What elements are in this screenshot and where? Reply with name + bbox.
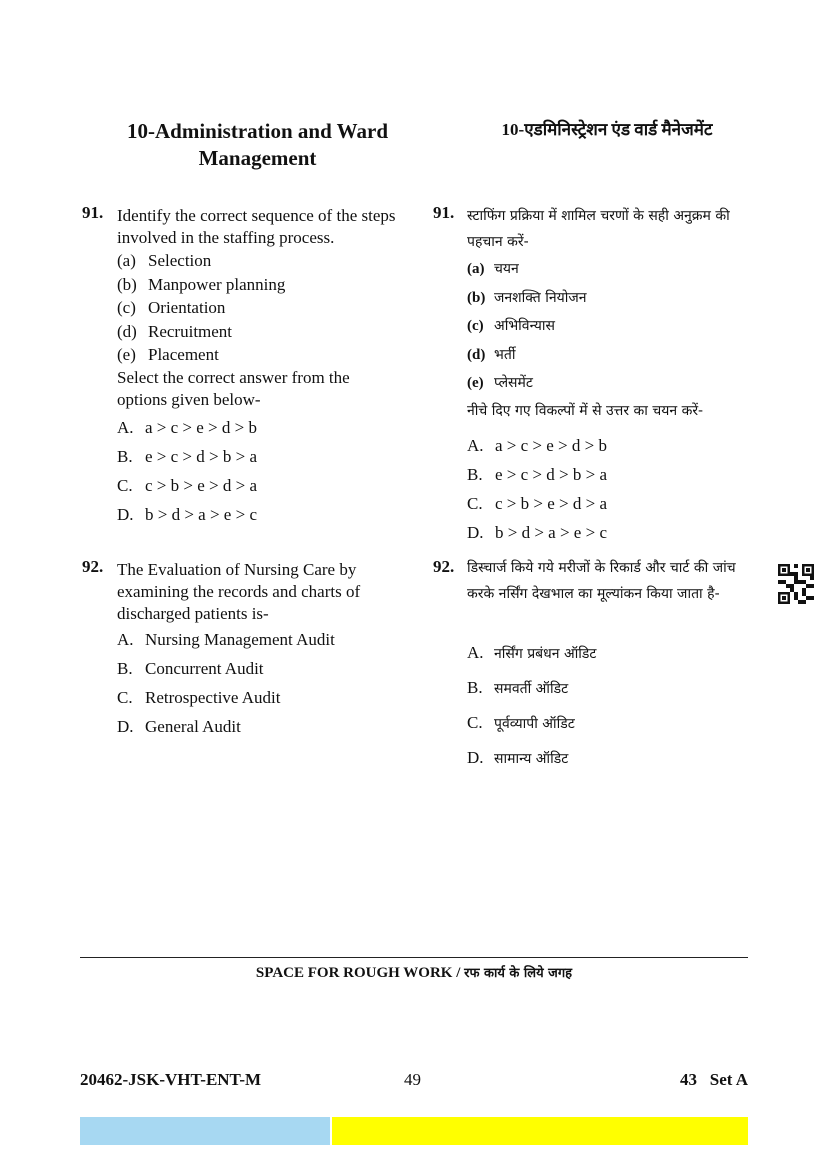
q92-choice-d-en[interactable]: D. General Audit [117,717,241,736]
q91-choices-en [117,413,407,529]
q91-item-hi: (a) चयन [467,261,519,277]
rough-work-label: SPACE FOR ROUGH WORK / रफ कार्य के लिये जगह [255,965,573,981]
q91-stem-en: Identify the correct sequence of the steps involved in the staffing process. [117,206,396,247]
q91-items-hi [467,255,752,398]
q92-choice-b-hi[interactable]: B. समवर्ती ऑडिट [467,678,569,697]
rough-work-divider [80,957,748,958]
page-number: 49 [404,1070,421,1089]
q92-choice-c-hi[interactable]: C. पूर्वव्यापी ऑडिट [467,713,575,732]
footer-color-bar-blue [80,1117,330,1145]
q92-stem-hi: डिस्चार्ज किये गये मरीजों के रिकार्ड और चार्ट की जांच करके नर्सिंग देखभाल का मूल्यांकन किया जाता है- [467,560,736,602]
footer-color-bar-yellow [332,1117,748,1145]
q92-choices-en [117,625,407,741]
q92-stem-en: The Evaluation of Nursing Care by examining the records and charts of discharged patients is- [117,560,361,623]
q91-item-en: (c) Orientation [117,298,226,317]
q91-item-en: (a) Selection [117,251,212,270]
q92-choice-a-en[interactable]: A. Nursing Management Audit [117,630,335,649]
q91-choices-hi [467,431,752,547]
q91-choice-a-hi[interactable]: A. a > c > e > d > b [467,436,607,455]
q91-item-en: (b) Manpower planning [117,274,286,294]
q92-number-hi: 92. [433,557,455,576]
q91-item-hi: (d) भर्ती [467,346,516,363]
q91-item-hi: (c) अभिविन्यास [467,318,555,334]
q91-stem-hi: स्टाफिंग प्रक्रिया में शामिल चरणों के सही अनुक्रम की पहचान करें- [467,208,730,250]
q91-number-hi: 91. [433,203,455,222]
q92-choice-c-en[interactable]: C. Retrospective Audit [117,688,281,707]
set-label: 43 Set A [680,1070,748,1089]
q91-choice-a-en[interactable]: A. a > c > e > d > b [117,418,257,437]
q91-choice-d-hi[interactable]: D. b > d > a > e > c [467,523,607,542]
q91-choice-d-en[interactable]: D. b > d > a > e > c [117,505,257,524]
section-title-hindi: 10-एडमिनिस्ट्रेशन एंड वार्ड मैनेजमेंट [501,120,713,139]
q92-number: 92. [82,557,104,576]
qr-code-icon [778,564,814,604]
q91-items-en [117,249,407,367]
q91-choice-c-en[interactable]: C. c > b > e > d > a [117,476,257,495]
q91-item-hi: (e) प्लेसमेंट [467,375,533,391]
q91-instruction-en: Select the correct answer from the options given below- [117,368,350,409]
q91-item-en: (e) Placement [117,345,219,364]
q91-choice-b-hi[interactable]: B. e > c > d > b > a [467,465,607,484]
q92-choice-b-en[interactable]: B. Concurrent Audit [117,659,264,678]
paper-code: 20462-JSK-VHT-ENT-M [80,1070,262,1089]
q91-number: 91. [82,203,104,222]
q91-choice-c-hi[interactable]: C. c > b > e > d > a [467,494,607,513]
q92-choice-d-hi[interactable]: D. सामान्य ऑडिट [467,748,569,767]
q92-choices-hi [467,636,752,776]
q91-choice-b-en[interactable]: B. e > c > d > b > a [117,447,257,466]
q91-item-en: (d) Recruitment [117,321,233,341]
q91-instruction-hi: नीचे दिए गए विकल्पों में से उत्तर का चयन करें- [467,403,704,419]
q91-item-hi: (b) जनशक्ति नियोजन [467,289,587,306]
section-title-english: 10-Administration and Ward Management [127,119,388,170]
q92-choice-a-hi[interactable]: A. नर्सिंग प्रबंधन ऑडिट [467,643,597,662]
